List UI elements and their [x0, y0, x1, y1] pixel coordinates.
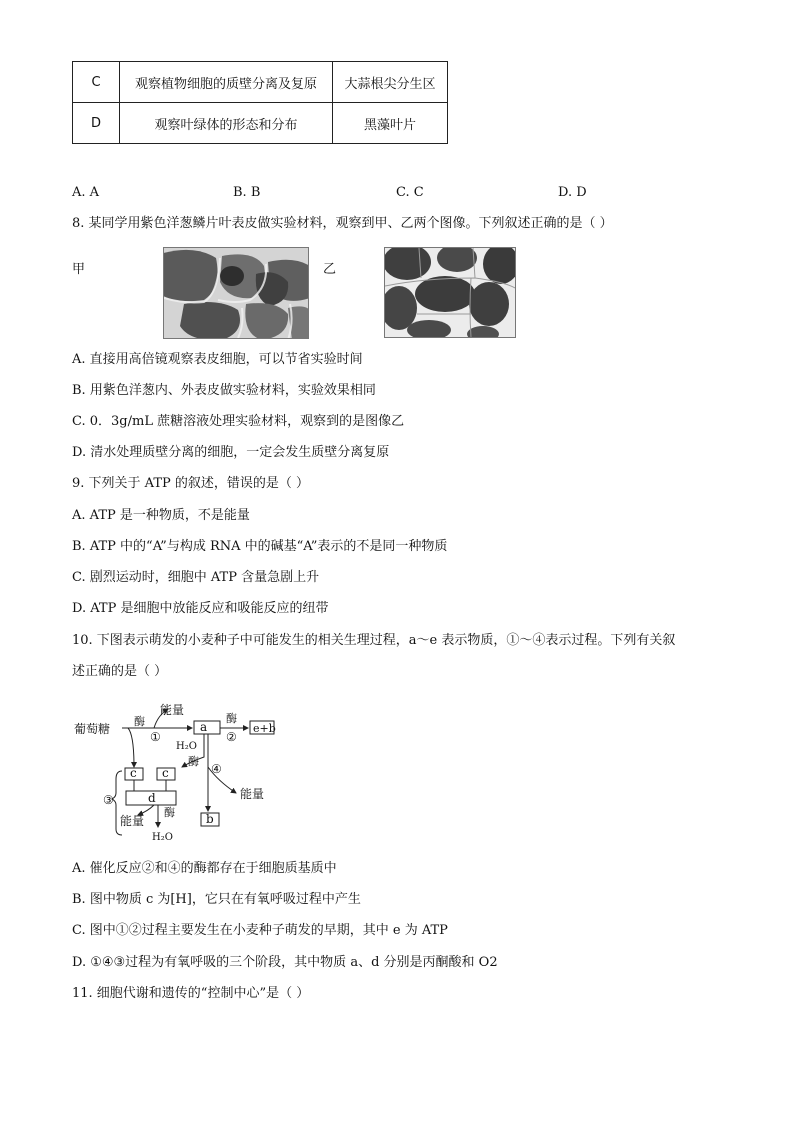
q7-option-d: D. D — [558, 185, 587, 200]
enzyme-label: 酶 — [134, 715, 145, 728]
image-label-yi: 乙 — [323, 262, 337, 277]
q10-option-b: B. 图中物质 c 为[H]，它只在有氧呼吸过程中产生 — [72, 892, 361, 907]
table-row — [73, 103, 448, 144]
step-4-label: ④ — [211, 762, 222, 776]
q10-option-c: C. 图中①②过程主要发生在小麦种子萌发的早期，其中 e 为 ATP — [72, 923, 448, 938]
q8-option-d: D. 清水处理质壁分离的细胞，一定会发生质壁分离复原 — [72, 445, 390, 460]
q10-option-a: A. 催化反应②和④的酶都存在于细胞质基质中 — [72, 861, 337, 876]
step-2-label: ② — [226, 730, 237, 744]
box-eb-label: e+b — [253, 722, 276, 735]
row-label: D — [73, 103, 120, 144]
q7-option-c: C. C — [396, 185, 424, 200]
q7-option-a: A. A — [72, 185, 100, 200]
micrograph-yi — [384, 247, 516, 338]
experiment-cell: 观察叶绿体的形态和分布 — [120, 103, 333, 144]
q8-option-b: B. 用紫色洋葱内、外表皮做实验材料，实验效果相同 — [72, 383, 376, 398]
q9-option-a: A. ATP 是一种物质，不是能量 — [72, 508, 250, 523]
q11-stem: 11. 细胞代谢和遗传的“控制中心”是（ ） — [72, 986, 310, 1001]
image-label-jia: 甲 — [72, 262, 86, 277]
q10-option-d: D. ①④③过程为有氧呼吸的三个阶段，其中物质 a、d 分别是丙酮酸和 O2 — [72, 955, 498, 970]
table-row — [73, 62, 448, 103]
micrograph-jia — [163, 247, 309, 339]
respiration-diagram — [72, 695, 292, 845]
micrograph-yi-image — [385, 248, 515, 337]
energy-label: 能量 — [120, 814, 145, 828]
q9-stem: 9. 下列关于 ATP 的叙述，错误的是（ ） — [72, 476, 310, 491]
glucose-label: 葡萄糖 — [74, 722, 111, 736]
box-d-label: d — [148, 791, 156, 805]
enzyme-label: 酶 — [164, 806, 175, 819]
micrograph-jia-image — [164, 248, 308, 338]
box-b-label: b — [206, 812, 214, 826]
q8-option-a: A. 直接用高倍镜观察表皮细胞，可以节省实验时间 — [72, 352, 363, 367]
box-c-label: c — [130, 766, 137, 780]
row-label: C — [73, 62, 120, 103]
q9-option-d: D. ATP 是细胞中放能反应和吸能反应的纽带 — [72, 601, 329, 616]
box-a-label: a — [200, 720, 208, 734]
enzyme-label: 酶 — [188, 755, 199, 768]
q9-option-c: C. 剧烈运动时，细胞中 ATP 含量急剧上升 — [72, 570, 320, 585]
experiment-table — [72, 61, 448, 144]
box-c-label: c — [162, 766, 169, 780]
q10-stem-line2: 述正确的是（ ） — [72, 664, 168, 679]
enzyme-label: 酶 — [226, 712, 237, 725]
energy-label: 能量 — [240, 787, 265, 801]
q9-option-b: B. ATP 中的“A”与构成 RNA 中的碱基“A”表示的不是同一种物质 — [72, 539, 448, 554]
q8-option-c: C. 0．3g/mL 蔗糖溶液处理实验材料，观察到的是图像乙 — [72, 414, 405, 429]
step-1-label: ① — [150, 730, 161, 744]
energy-label: 能量 — [160, 703, 185, 717]
q8-stem: 8. 某同学用紫色洋葱鳞片叶表皮做实验材料，观察到甲、乙两个图像。下列叙述正确的是（ ） — [72, 216, 613, 231]
q7-option-b: B. B — [233, 185, 261, 200]
q10-stem-line1: 10. 下图表示萌发的小麦种子中可能发生的相关生理过程，a～e 表示物质，①～④表示过程。下列有关叙 — [72, 633, 676, 648]
material-cell: 大蒜根尖分生区 — [333, 62, 448, 103]
water-label: H₂O — [176, 741, 197, 752]
water-label: H₂O — [152, 832, 173, 843]
experiment-cell: 观察植物细胞的质壁分离及复原 — [120, 62, 333, 103]
step-3-label: ③ — [103, 793, 114, 807]
material-cell: 黑藻叶片 — [333, 103, 448, 144]
